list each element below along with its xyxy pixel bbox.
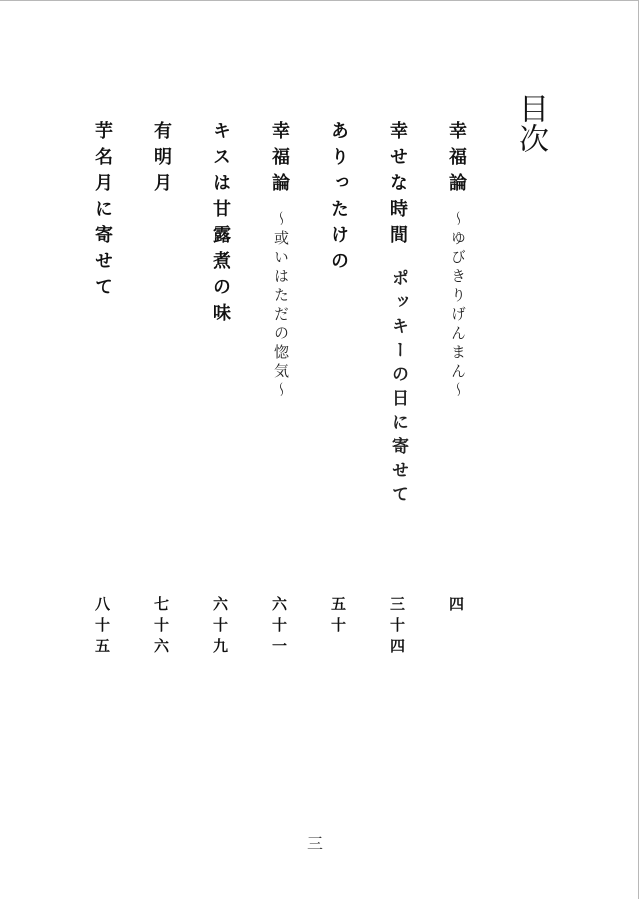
toc-entry-5-page: 六十九 bbox=[211, 596, 229, 659]
toc-entry-4-title: 幸福論 bbox=[269, 121, 290, 199]
page-number: 三 bbox=[306, 834, 323, 853]
toc-heading: 目次 bbox=[513, 93, 548, 153]
toc-entry-7-title: 芋名月に寄せて bbox=[92, 121, 113, 303]
toc-entry-1-title: 幸福論 bbox=[446, 121, 467, 199]
toc-entry-7-page: 八十五 bbox=[93, 596, 111, 659]
toc-entry-1-page: 四 bbox=[447, 596, 465, 617]
toc-entry-2-title: 幸せな時間 bbox=[387, 121, 408, 251]
toc-entry-3-page: 五十 bbox=[329, 596, 347, 638]
toc-entry-5-title: キスは甘露煮の味 bbox=[210, 121, 231, 329]
toc-entry-2-subtitle: ポッキーの日に寄せて bbox=[388, 269, 408, 509]
toc-entry-4-page: 六十一 bbox=[270, 596, 288, 659]
toc-entry-4-subtitle: ～或いはただの惚気～ bbox=[272, 211, 290, 401]
toc-entry-2-page: 三十四 bbox=[388, 596, 406, 659]
toc-entry-3-title: ありったけの bbox=[328, 121, 349, 277]
toc-entry-6-title: 有明月 bbox=[151, 121, 172, 199]
toc-entry-1-subtitle: ～ゆびきりげんまん～ bbox=[449, 211, 467, 401]
toc-entry-6-page: 七十六 bbox=[152, 596, 170, 659]
